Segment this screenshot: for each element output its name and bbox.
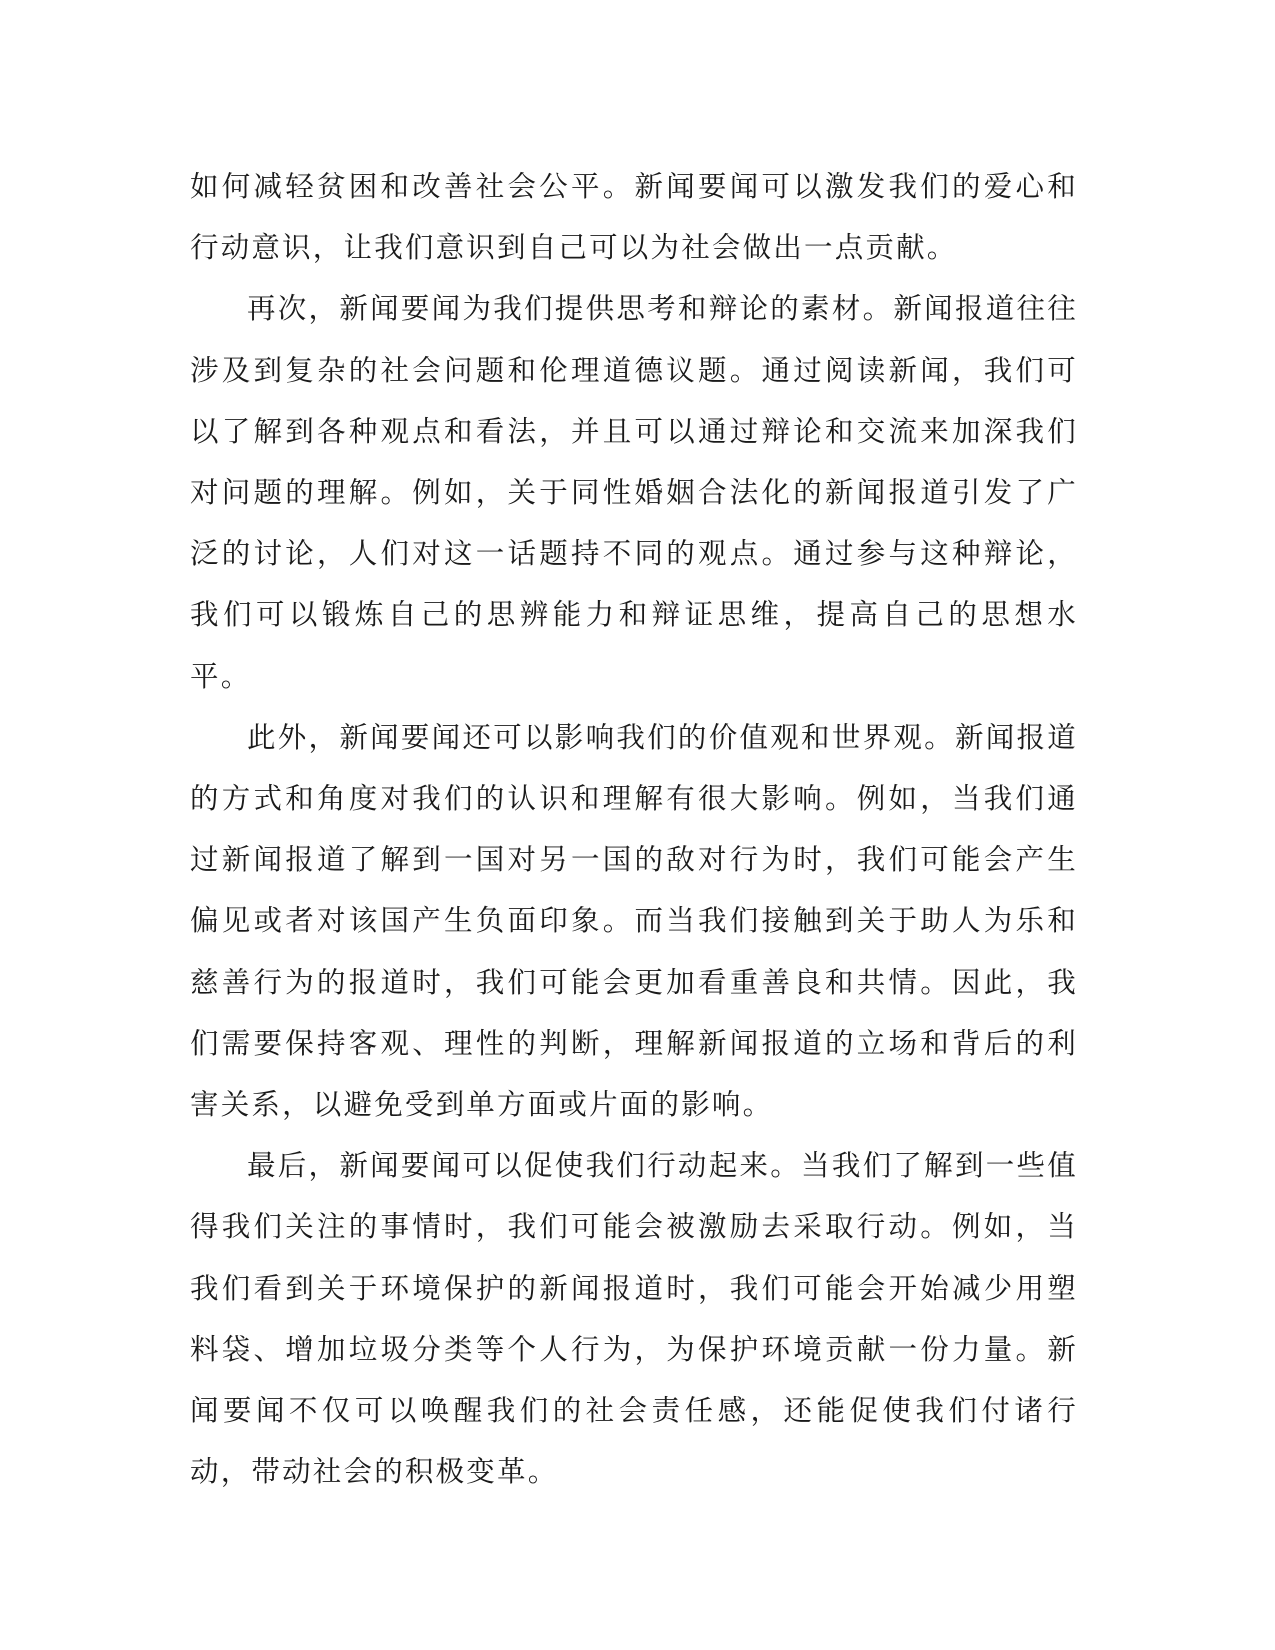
document-body (190, 156, 1078, 1502)
paragraph-debate-material: 再次，新闻要闻为我们提供思考和辩论的素材。新闻报道往往涉及到复杂的社会问题和伦理道德议题。通过阅读新闻，我们可以了解到各种观点和看法，并且可以通过辩论和交流来加深我们对问题的理解。例如，关于同性婚姻合法化的新闻报道引发了广泛的讨论，人们对这一话题持不同的观点。通过参与这种辩论，我们可以锻炼自己的思辨能力和辩证思维，提高自己的思想水平。 (190, 292, 1078, 693)
paragraph-values-worldview: 此外，新闻要闻还可以影响我们的价值观和世界观。新闻报道的方式和角度对我们的认识和理解有很大影响。例如，当我们通过新闻报道了解到一国对另一国的敌对行为时，我们可能会产生偏见或者对该国产生负面印象。而当我们接触到关于助人为乐和慈善行为的报道时，我们可能会更加看重善良和共情。因此，我们需要保持客观、理性的判断，理解新闻报道的立场和背后的利害关系，以避免受到单方面或片面的影响。 (190, 720, 1078, 1122)
paragraph-continued: 如何减轻贫困和改善社会公平。新闻要闻可以激发我们的爱心和行动意识，让我们意识到自己可以为社会做出一点贡献。 (190, 170, 1078, 265)
paragraph-take-action: 最后，新闻要闻可以促使我们行动起来。当我们了解到一些值得我们关注的事情时，我们可能会被激励去采取行动。例如，当我们看到关于环境保护的新闻报道时，我们可能会开始减少用塑料袋、增加垃圾分类等个人行为，为保护环境贡献一份力量。新闻要闻不仅可以唤醒我们的社会责任感，还能促使我们付诸行动，带动社会的积极变革。 (190, 1149, 1078, 1489)
